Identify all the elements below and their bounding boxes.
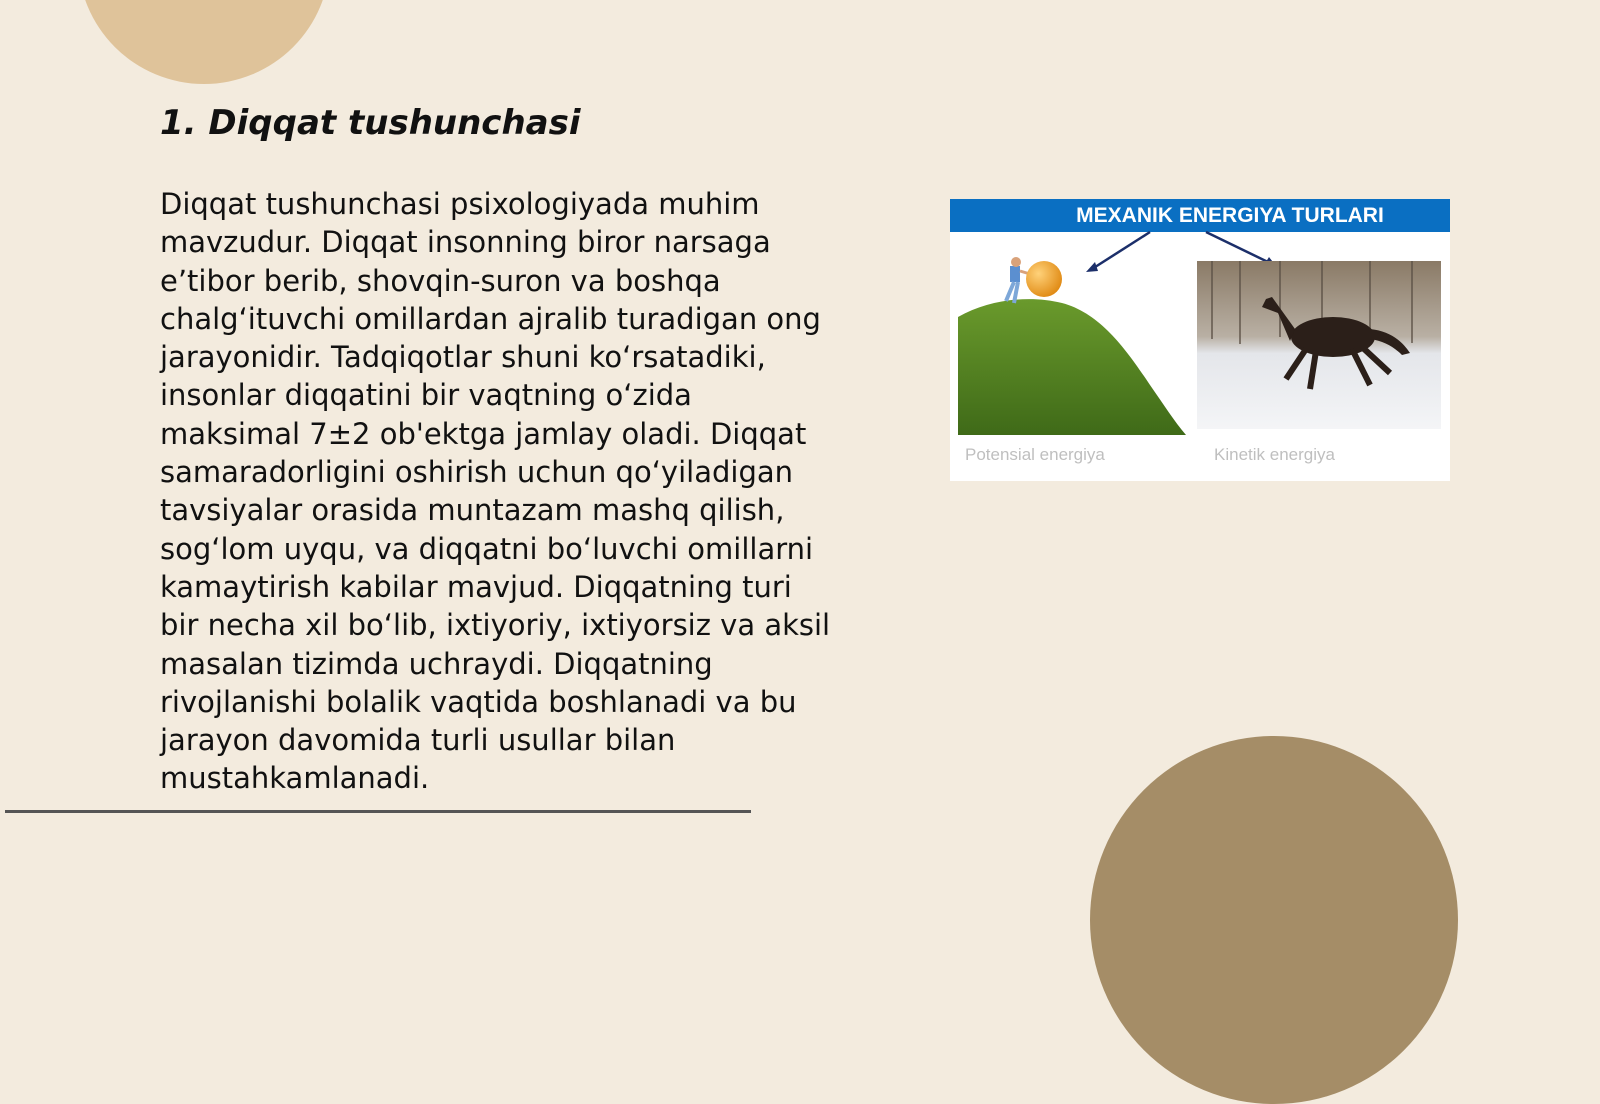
- arrow-left: [1092, 232, 1150, 269]
- body-line: masalan tizimda uchraydi. Diqqatning: [160, 646, 713, 681]
- body-line: Diqqat tushunchasi psixologiyada muhim: [160, 187, 760, 221]
- orange-ball: [1026, 261, 1062, 297]
- slide-body-text: [160, 185, 850, 798]
- body-line: sog‘lom uyqu, va diqqatni bo‘luvchi omillarni: [160, 531, 814, 566]
- decorative-circle-bottom: [1090, 736, 1458, 1104]
- arrow-right: [1206, 232, 1270, 263]
- body-line: bir necha xil bo‘lib, ixtiyoriy, ixtiyorsiz va aksil: [160, 608, 831, 643]
- body-line: tavsiyalar orasida muntazam mashq qilish,: [160, 493, 785, 528]
- body-line: jarayonidir. Tadqiqotlar shuni ko‘rsatadiki,: [160, 340, 766, 375]
- body-line: e’tibor berib, shovqin-suron va boshqa: [160, 263, 721, 298]
- figure-illustration: [950, 199, 1450, 481]
- body-line: mustahkamlanadi.: [160, 761, 430, 796]
- body-line: maksimal 7±2 ob'ektga jamlay oladi. Diqqat: [160, 416, 807, 451]
- body-line: insonlar diqqatini bir vaqtning o‘zida: [160, 378, 692, 413]
- figure-title: MEXANIK ENERGIYA TURLARI: [1076, 204, 1384, 227]
- body-line: mavzudur. Diqqat insonning biror narsaga: [160, 225, 771, 260]
- caption-kinetic: Kinetik energiya: [1214, 445, 1335, 464]
- divider-line: [5, 810, 751, 813]
- energy-types-figure: [950, 199, 1450, 481]
- slide-title: 1. Diqqat tushunchasi: [160, 103, 581, 143]
- body-line: samaradorligini oshirish uchun qo‘yiladigan: [160, 455, 794, 490]
- caption-potential: Potensial energiya: [965, 445, 1105, 464]
- body-line: jarayon davomida turli usullar bilan: [160, 723, 676, 758]
- body-line: chalg‘ituvchi omillardan ajralib turadigan ong: [160, 301, 821, 336]
- decorative-circle-top: [78, 0, 330, 84]
- horse-photo: [1197, 261, 1441, 429]
- body-line: kamaytirish kabilar mavjud. Diqqatning turi: [160, 569, 792, 604]
- body-line: rivojlanishi bolalik vaqtida boshlanadi va bu: [160, 684, 797, 719]
- green-hill: [958, 299, 1186, 435]
